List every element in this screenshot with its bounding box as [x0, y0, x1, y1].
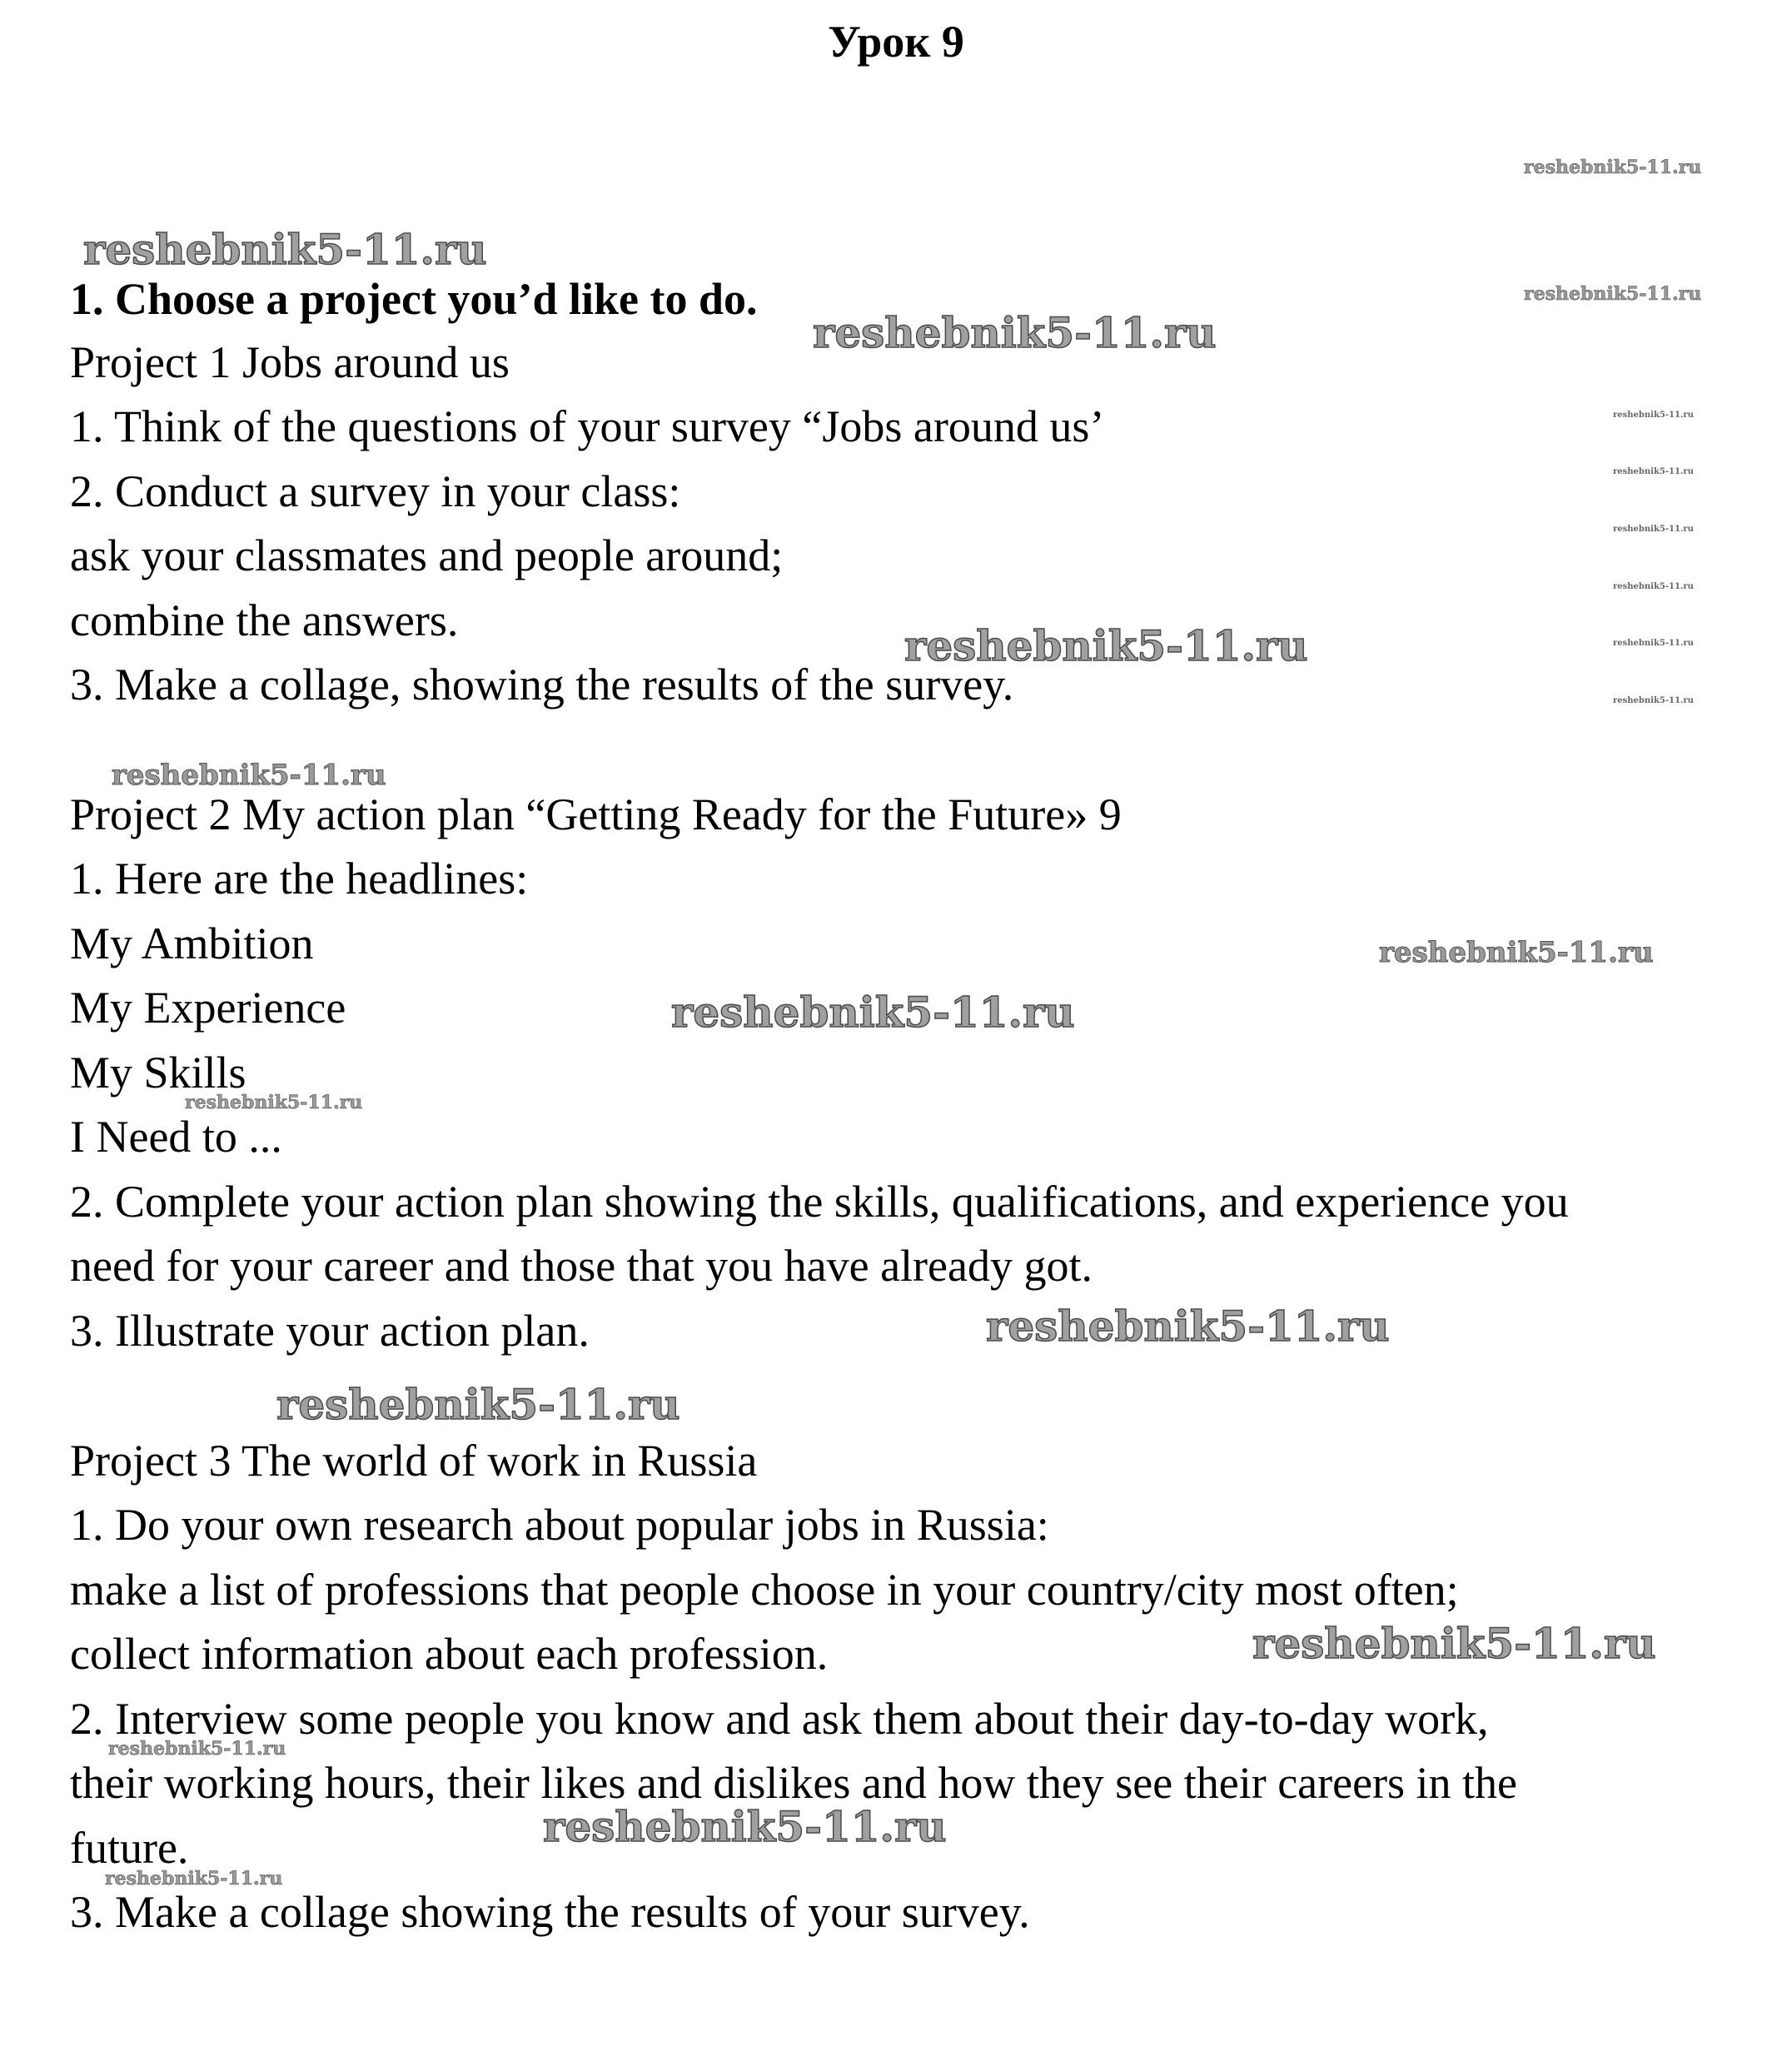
- watermark: reshebnik5-11.ru: [1613, 525, 1694, 534]
- project-3-line: future.: [70, 1823, 189, 1873]
- project-2-line: My Experience: [70, 983, 346, 1033]
- task-heading: 1. Choose a project you’d like to do.: [70, 274, 758, 324]
- watermark: reshebnik5-11.ru: [813, 308, 1217, 357]
- watermark: reshebnik5-11.ru: [543, 1802, 947, 1851]
- project-1-heading: Project 1 Jobs around us: [70, 337, 510, 387]
- watermark: reshebnik5-11.ru: [1613, 411, 1694, 420]
- watermark: reshebnik5-11.ru: [185, 1092, 363, 1113]
- project-1-line: 1. Think of the questions of your survey “Jobs around us’: [70, 401, 1105, 451]
- watermark: reshebnik5-11.ru: [105, 1868, 283, 1889]
- watermark: reshebnik5-11.ru: [1613, 696, 1694, 705]
- page-title: Урок 9: [828, 17, 964, 67]
- watermark: reshebnik5-11.ru: [83, 225, 487, 274]
- project-1-line: 3. Make a collage, showing the results of the survey.: [70, 660, 1014, 709]
- project-2-line: 1. Here are the headlines:: [70, 854, 529, 904]
- watermark: reshebnik5-11.ru: [1613, 582, 1694, 591]
- watermark: reshebnik5-11.ru: [1252, 1619, 1656, 1668]
- project-3-line: collect information about each profession.: [70, 1629, 829, 1679]
- watermark: reshebnik5-11.ru: [986, 1302, 1390, 1351]
- project-3-line: 3. Make a collage showing the results of your survey.: [70, 1887, 1030, 1937]
- project-1-line: combine the answers.: [70, 595, 459, 645]
- project-2-line: My Skills: [70, 1048, 246, 1098]
- project-2-heading: Project 2 My action plan “Getting Ready for the Future» 9: [70, 789, 1122, 839]
- watermark: reshebnik5-11.ru: [1524, 157, 1702, 178]
- watermark: reshebnik5-11.ru: [904, 621, 1308, 670]
- project-2-line: 3. Illustrate your action plan.: [70, 1306, 590, 1356]
- project-3-line: 1. Do your own research about popular jobs in Russia:: [70, 1500, 1049, 1550]
- project-2-line: My Ambition: [70, 919, 314, 968]
- project-3-line: their working hours, their likes and dislikes and how they see their careers in the: [70, 1758, 1518, 1808]
- watermark: reshebnik5-11.ru: [1379, 936, 1654, 969]
- project-1-line: 2. Conduct a survey in your class:: [70, 466, 681, 516]
- watermark: reshebnik5-11.ru: [276, 1380, 680, 1429]
- watermark: reshebnik5-11.ru: [1613, 639, 1694, 648]
- project-3-line: make a list of professions that people choose in your country/city most often;: [70, 1565, 1459, 1615]
- project-2-line: 2. Complete your action plan showing the skills, qualifications, and experience you: [70, 1177, 1569, 1227]
- watermark: reshebnik5-11.ru: [1524, 283, 1702, 305]
- project-3-line: 2. Interview some people you know and ask them about their day-to-day work,: [70, 1694, 1489, 1744]
- project-1-line: ask your classmates and people around;: [70, 530, 784, 580]
- project-2-line: need for your career and those that you have already got.: [70, 1241, 1093, 1291]
- watermark: reshebnik5-11.ru: [671, 988, 1075, 1037]
- project-3-heading: Project 3 The world of work in Russia: [70, 1436, 758, 1486]
- watermark: reshebnik5-11.ru: [112, 759, 386, 792]
- watermark: reshebnik5-11.ru: [108, 1738, 286, 1760]
- watermark: reshebnik5-11.ru: [1613, 467, 1694, 476]
- project-2-line: I Need to ...: [70, 1112, 282, 1162]
